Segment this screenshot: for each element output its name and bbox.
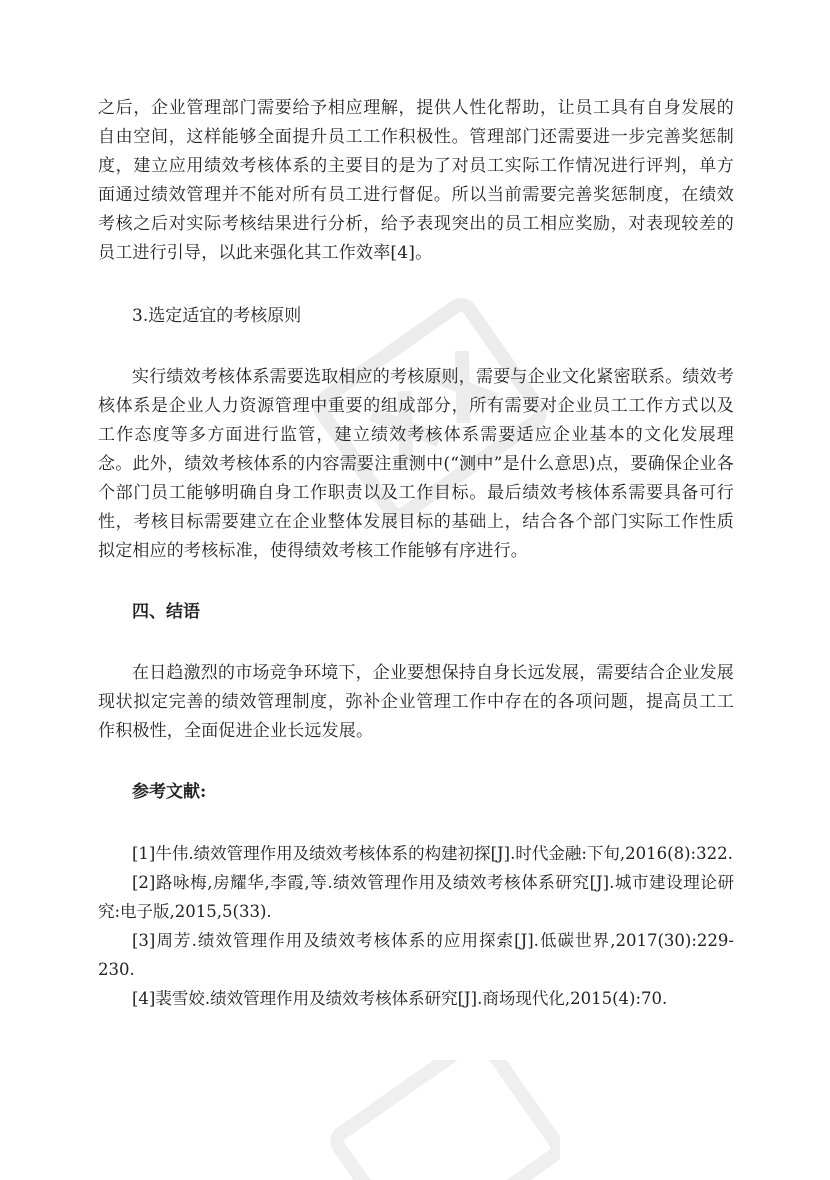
body-paragraph: 实行绩效考核体系需要选取相应的考核原则，需要与企业文化紧密联系。绩效考核体系是企业人力资源管理中重要的组成部分，所有需要对企业员工工作方式以及工作态度等多方面进行监管，建立绩效考核体系需要适应企业基本的文化发展理念。此外，绩效考核体系的内容需要注重测中(“测中”是什么意思)点，要确保企业各个部门员工能够明确自身工作职责以及工作目标。最后绩效考核体系需要具备可行性，考核目标需要建立在企业整体发展目标的基础上，结合各个部门实际工作性质拟定相应的考核标准，使得绩效考核工作能够有序进行。 — [98, 367, 734, 561]
document-body — [98, 94, 734, 1013]
body-paragraph: 在日趋激烈的市场竞争环境下，企业要想保持自身长远发展，需要结合企业发展现状拟定完善的绩效管理制度，弥补企业管理工作中存在的各项问题，提高员工工作积极性，全面促进企业长远发展。 — [98, 663, 734, 741]
references-heading: 参考文献: — [132, 782, 207, 802]
watermark-logo-bottom-icon — [300, 1060, 560, 1180]
body-paragraph: 之后，企业管理部门需要给予相应理解，提供人性化帮助，让员工具有自身发展的自由空间，这样能够全面提升员工工作积极性。管理部门还需要进一步完善奖惩制度，建立应用绩效考核体系的主要目的是为了对员工实际工作情况进行评判，单方面通过绩效管理并不能对所有员工进行督促。所以当前需要完善奖惩制度，在绩效考核之后对实际考核结果进行分析，给予表现突出的员工相应奖励，对表现较差的员工进行引导，以此来强化其工作效率[4]。 — [98, 98, 734, 263]
reference-list — [98, 839, 734, 1013]
conclusion-heading: 四、结语 — [132, 602, 200, 622]
section-heading: 3.选定适宜的考核原则 — [132, 306, 302, 326]
reference-item: [4]裴雪姣.绩效管理作用及绩效考核体系研究[J].商场现代化,2015(4):70. — [132, 989, 668, 1008]
reference-item: [2]路咏梅,房耀华,李霞,等.绩效管理作用及绩效考核体系研究[J].城市建设理论研究:电子版,2015,5(33). — [98, 873, 734, 921]
reference-item: [3]周芳.绩效管理作用及绩效考核体系的应用探索[J].低碳世界,2017(30):229-230. — [98, 931, 734, 979]
reference-item: [1]牛伟.绩效管理作用及绩效考核体系的构建初探[J].时代金融:下旬,2016(8):322. — [132, 844, 733, 863]
